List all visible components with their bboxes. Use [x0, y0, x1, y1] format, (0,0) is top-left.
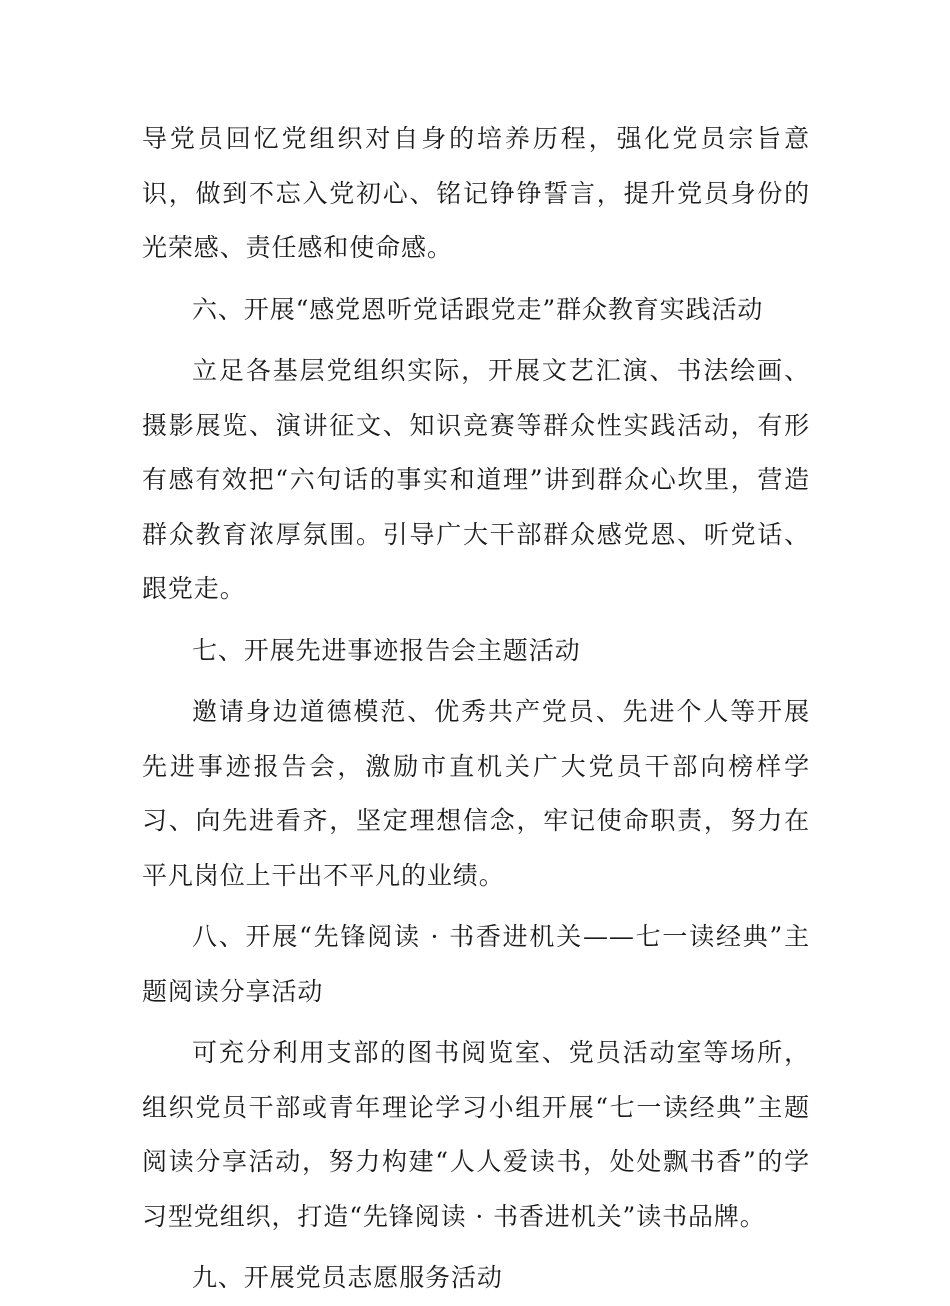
body-paragraph-6: 立足各基层党组织实际，开展文艺汇演、书法绘画、摄影展览、演讲征文、知识竞赛等群众性实践活动，有形有感有效把“六句话的事实和道理”讲到群众心坎里，营造群众教育浓厚氛围。引导广大干部群众感党恩、听党话、跟党走。	[142, 356, 810, 603]
body-paragraph-7: 邀请身边道德模范、优秀共产党员、先进个人等开展先进事迹报告会，激励市直机关广大党员干部向榜样学习、向先进看齐，坚定理想信念，牢记使命职责，努力在平凡岗位上干出不平凡的业绩。	[142, 697, 810, 890]
section-heading-6: 六、开展“感党恩听党话跟党走”群众教育实践活动	[192, 294, 764, 324]
section-heading-8: 八、开展“先锋阅读 · 书香进机关——七一读经典”主题阅读分享活动	[142, 922, 810, 1006]
body-paragraph-continued: 导党员回忆党组织对自身的培养历程，强化党员宗旨意识，做到不忘入党初心、铭记铮铮誓言，提升党员身份的光荣感、责任感和使命感。	[142, 124, 810, 262]
section-heading-7: 七、开展先进事迹报告会主题活动	[192, 635, 581, 665]
body-paragraph-8: 可充分利用支部的图书阅览室、党员活动室等场所，组织党员干部或青年理论学习小组开展“七一读经典”主题阅读分享活动，努力构建“人人爱读书，处处飘书香”的学习型党组织，打造“先锋阅读 · 书香进机关”读书品牌。	[142, 1038, 810, 1231]
document-page	[142, 112, 810, 1306]
section-heading-9: 九、开展党员志愿服务活动	[192, 1263, 503, 1292]
